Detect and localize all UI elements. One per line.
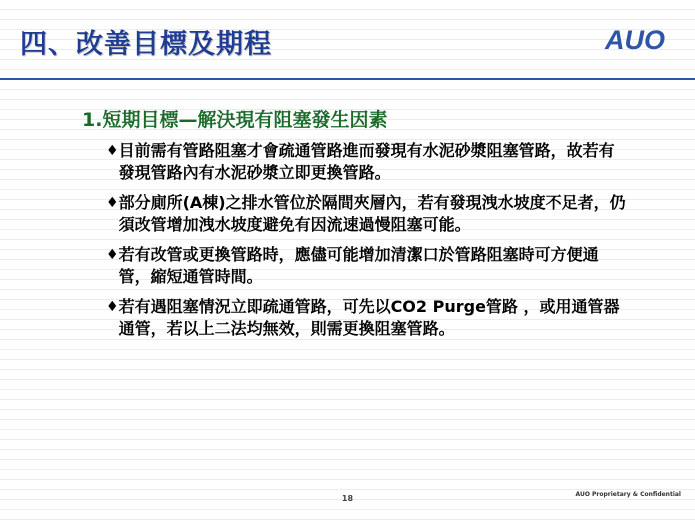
bullet-list: [106, 140, 626, 348]
bullet-text: 部分廁所(A棟)之排水管位於隔間夾層內，若有發現洩水坡度不足者，仍須改管增加洩水坡度避免有因流速過慢阻塞可能。: [118, 193, 626, 234]
diamond-bullet-icon: ♦: [106, 247, 119, 263]
diamond-bullet-icon: ♦: [106, 299, 119, 315]
section-subtitle: 1.短期目標—解決現有阻塞發生因素: [82, 109, 388, 131]
bullet-item: [106, 296, 626, 340]
bullet-text: 若有改管或更換管路時，應儘可能增加清潔口於管路阻塞時可方便通管，縮短通管時間。: [118, 245, 599, 286]
page-number: 18: [341, 494, 354, 503]
bullet-item: [106, 192, 626, 236]
bullet-item: [106, 244, 626, 288]
auo-logo: [596, 26, 674, 52]
bullet-text: 目前需有管路阻塞才會疏通管路進而發現有水泥砂漿阻塞管路，故若有發現管路內有水泥砂漿立即更換管路。: [118, 141, 615, 182]
logo-text: AUO: [605, 26, 665, 52]
bullet-item: [106, 140, 626, 184]
diamond-bullet-icon: ♦: [106, 195, 119, 211]
confidential-footer: AUO Proprietary & Confidential: [575, 491, 681, 498]
title-divider: [0, 78, 695, 80]
slide-title: 四、改善目標及期程: [20, 29, 272, 60]
bullet-text: 若有遇阻塞情況立即疏通管路，可先以CO2 Purge管路 ，或用通管器通管，若以上二法均無效，則需更換阻塞管路。: [118, 297, 620, 338]
diamond-bullet-icon: ♦: [106, 143, 119, 159]
